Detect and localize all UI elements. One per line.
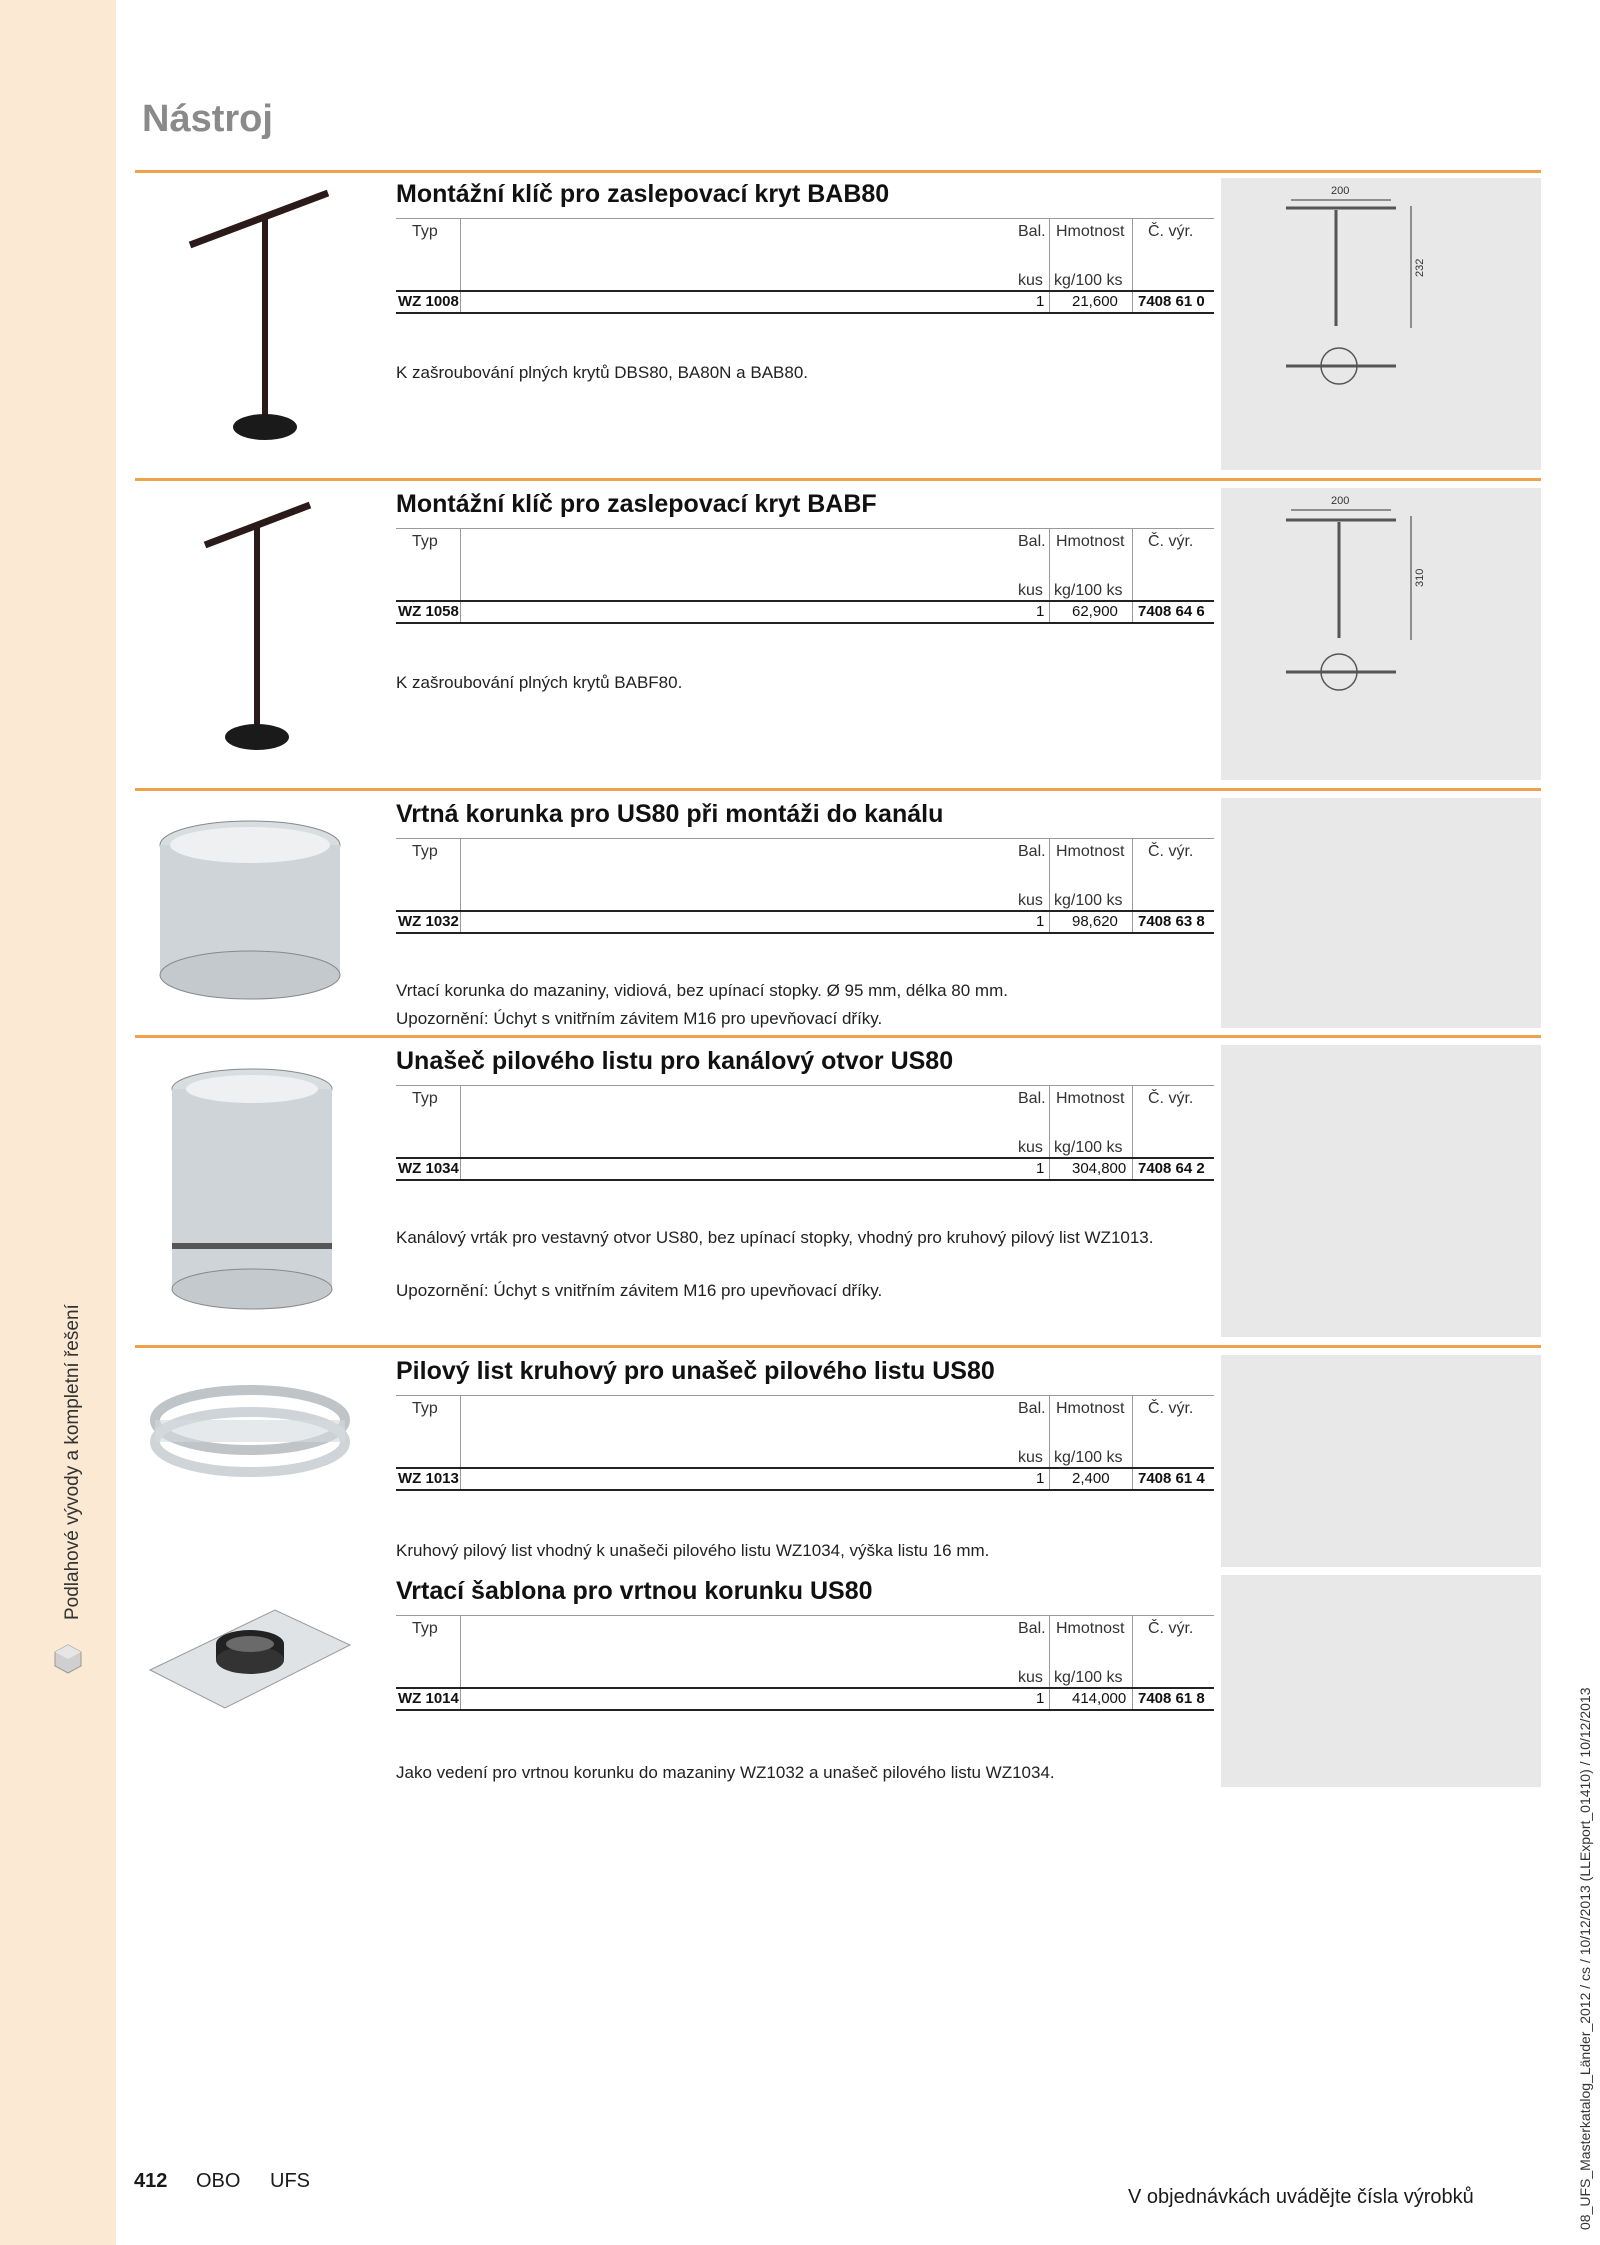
page-heading: Nástroj xyxy=(142,98,273,140)
hexagon-logo-icon xyxy=(52,1643,84,1675)
section-separator xyxy=(135,1345,1541,1348)
dim-height: 232 xyxy=(1414,258,1426,277)
section-separator xyxy=(135,478,1541,481)
dim-width: 200 xyxy=(1331,185,1350,197)
table-row: WZ 1014 1 414,000 7408 61 8 xyxy=(396,1687,1214,1711)
product-title: Pilový list kruhový pro unašeč pilového listu US80 xyxy=(396,1357,995,1385)
col-typ: Typ xyxy=(412,223,438,240)
product-description: K zašroubování plných krytů DBS80, BA80N a BAB80. xyxy=(396,363,809,382)
col-bal: Bal. xyxy=(1018,223,1046,240)
col-hmotnost: Hmotnost xyxy=(1056,223,1125,240)
saw-holder-image xyxy=(160,1065,345,1315)
product-description: Vrtací korunka do mazaniny, vidiová, bez upínací stopky. Ø 95 mm, délka 80 mm. xyxy=(396,981,1008,1000)
product-note: Upozornění: Úchyt s vnitřním závitem M16 pro upevňovací dříky. xyxy=(396,1009,883,1028)
saw-blade-ring-image xyxy=(150,1380,350,1490)
table-row: WZ 1013 1 2,400 7408 61 4 xyxy=(396,1467,1214,1491)
section-separator xyxy=(135,170,1541,173)
product-title: Unašeč pilového listu pro kanálový otvor US80 xyxy=(396,1047,954,1075)
drawing-placeholder xyxy=(1221,798,1541,1028)
table-row: WZ 1034 1 304,800 7408 64 2 xyxy=(396,1157,1214,1181)
unit-bal: kus xyxy=(1018,272,1043,289)
footer-brand: OBO xyxy=(196,2170,241,2192)
product-title: Vrtací šablona pro vrtnou korunku US80 xyxy=(396,1577,873,1605)
table-row: WZ 1032 1 98,620 7408 63 8 xyxy=(396,910,1214,934)
col-cvyr: Č. výr. xyxy=(1148,223,1194,240)
tool-key-image xyxy=(180,185,340,450)
product-description: Kanálový vrták pro vestavný otvor US80, bez upínací stopky, vhodný pro kruhový pilový list WZ1013. xyxy=(396,1228,1154,1247)
product-description: K zašroubování plných krytů BABF80. xyxy=(396,673,683,692)
footer-note: V objednávkách uvádějte čísla výrobků xyxy=(1128,2186,1474,2208)
svg-text:200: 200 xyxy=(1331,495,1350,507)
product-title: Montážní klíč pro zaslepovací kryt BABF xyxy=(396,490,877,518)
table-row: WZ 1008 1 21,600 7408 61 0 xyxy=(396,290,1214,314)
product-title: Montážní klíč pro zaslepovací kryt BAB80 xyxy=(396,180,890,208)
drawing-placeholder xyxy=(1221,1045,1541,1337)
drawing-placeholder xyxy=(1221,1575,1541,1787)
technical-drawing xyxy=(1221,178,1541,470)
product-description: Jako vedení pro vrtnou korunku do mazaniny WZ1032 a unašeč pilového listu WZ1034. xyxy=(396,1763,1055,1782)
section-separator xyxy=(135,788,1541,791)
section-separator xyxy=(135,1035,1541,1038)
technical-drawing xyxy=(1221,488,1541,780)
drawing-placeholder xyxy=(1221,1355,1541,1567)
drill-template-image xyxy=(145,1600,355,1720)
product-title: Vrtná korunka pro US80 při montáži do kanálu xyxy=(396,800,944,828)
document-code: 08_UFS_Masterkatalog_Länder_2012 / cs / 10/12/2013 (LLExport_01410) / 10/12/2013 xyxy=(1577,1687,1593,2230)
page-number: 412 xyxy=(134,2170,168,2192)
svg-text:310: 310 xyxy=(1414,568,1426,587)
product-note: Upozornění: Úchyt s vnitřním závitem M16 pro upevňovací dříky. xyxy=(396,1281,883,1300)
side-section-title: Podlahové vývody a kompletní řešení xyxy=(62,1304,83,1620)
tool-key-image xyxy=(195,495,345,760)
footer-series: UFS xyxy=(270,2170,310,2192)
drill-crown-image xyxy=(150,815,350,1005)
unit-hmot: kg/100 ks xyxy=(1054,272,1123,289)
table-row: WZ 1058 1 62,900 7408 64 6 xyxy=(396,600,1214,624)
product-description: Kruhový pilový list vhodný k unašeči pilového listu WZ1034, výška listu 16 mm. xyxy=(396,1541,990,1560)
left-margin-band xyxy=(0,0,116,2245)
